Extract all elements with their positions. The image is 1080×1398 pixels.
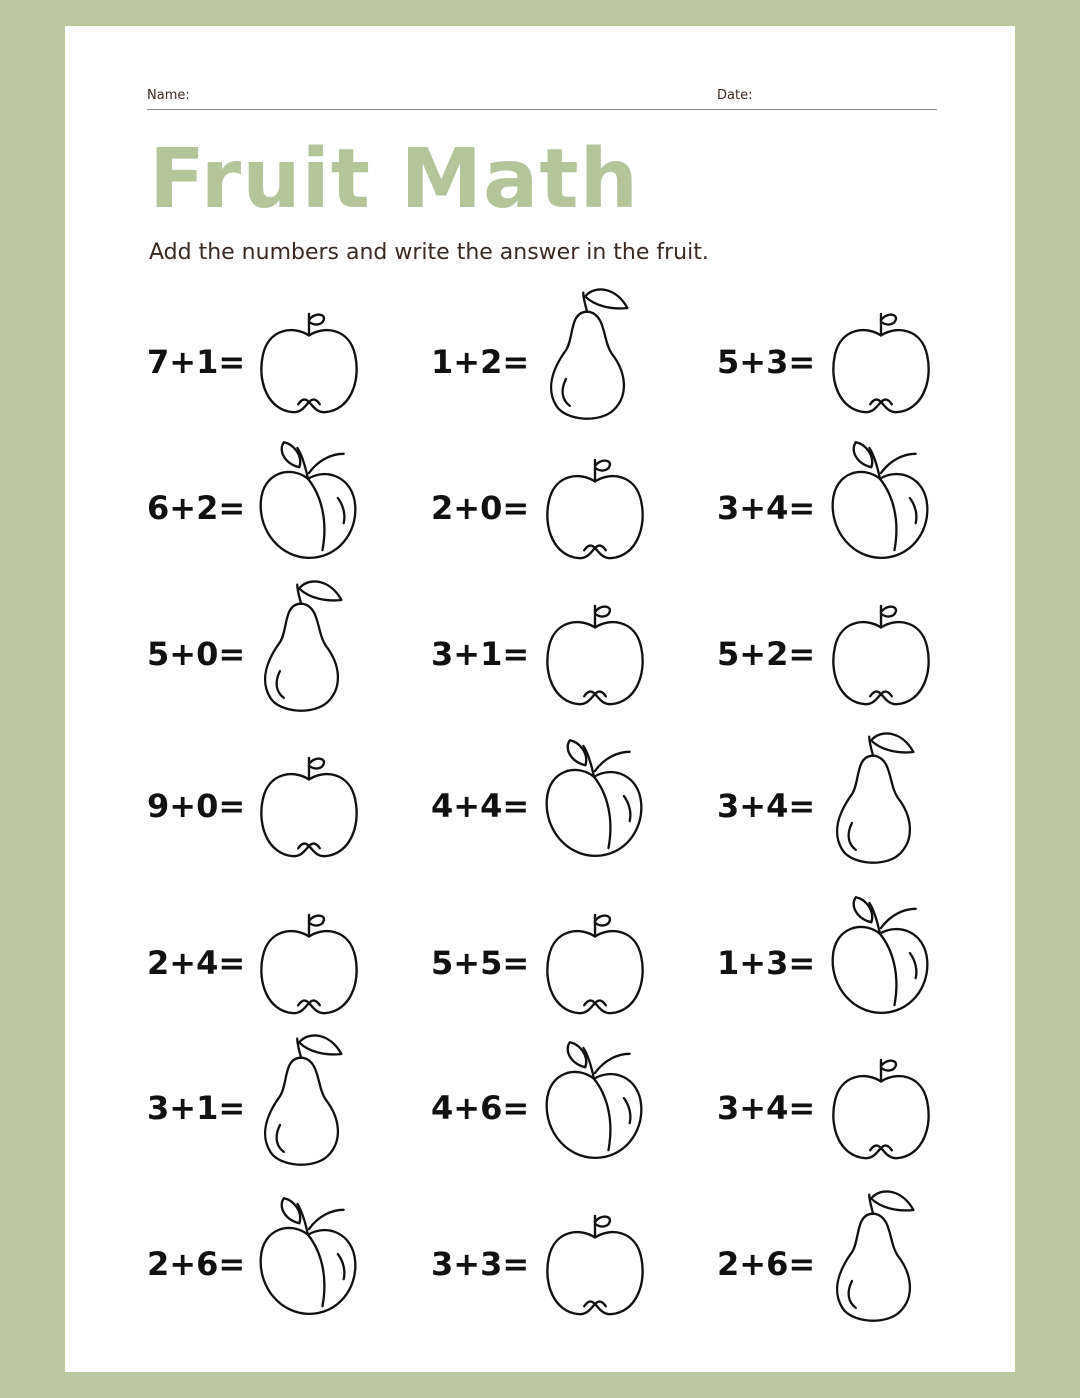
problem-equation: 2+6= xyxy=(147,1245,246,1283)
apple-icon[interactable] xyxy=(541,600,649,710)
problem-equation: 3+4= xyxy=(717,1089,816,1127)
problem-equation: 5+2= xyxy=(717,635,816,673)
page-title: Fruit Math xyxy=(149,132,639,227)
problem-equation: 2+0= xyxy=(431,489,530,527)
apple-icon[interactable] xyxy=(255,909,363,1019)
problem-equation: 6+2= xyxy=(147,489,246,527)
problem-equation: 3+3= xyxy=(431,1245,530,1283)
apple-icon[interactable] xyxy=(255,308,363,418)
pear-icon[interactable] xyxy=(827,1184,923,1330)
problem-equation: 7+1= xyxy=(147,343,246,381)
name-label: Name: xyxy=(147,88,190,103)
problem-equation: 3+4= xyxy=(717,489,816,527)
problem-equation: 9+0= xyxy=(147,787,246,825)
pear-icon[interactable] xyxy=(541,282,637,428)
peach-icon[interactable] xyxy=(541,1038,647,1164)
apple-icon[interactable] xyxy=(827,1054,935,1164)
apple-icon[interactable] xyxy=(541,454,649,564)
date-label: Date: xyxy=(717,88,753,103)
problem-equation: 2+4= xyxy=(147,944,246,982)
apple-icon[interactable] xyxy=(827,600,935,710)
instructions-text: Add the numbers and write the answer in the fruit. xyxy=(149,240,709,265)
problem-equation: 3+4= xyxy=(717,787,816,825)
problem-equation: 3+1= xyxy=(147,1089,246,1127)
apple-icon[interactable] xyxy=(541,909,649,1019)
pear-icon[interactable] xyxy=(827,726,923,872)
apple-icon[interactable] xyxy=(827,308,935,418)
problem-equation: 2+6= xyxy=(717,1245,816,1283)
pear-icon[interactable] xyxy=(255,1028,351,1174)
problem-equation: 4+6= xyxy=(431,1089,530,1127)
apple-icon[interactable] xyxy=(541,1210,649,1320)
name-date-line xyxy=(147,109,937,110)
peach-icon[interactable] xyxy=(255,1194,361,1320)
problem-equation: 1+2= xyxy=(431,343,530,381)
worksheet-page xyxy=(65,26,1015,1372)
peach-icon[interactable] xyxy=(541,736,647,862)
problem-equation: 1+3= xyxy=(717,944,816,982)
problem-equation: 3+1= xyxy=(431,635,530,673)
problem-equation: 5+3= xyxy=(717,343,816,381)
problem-equation: 5+5= xyxy=(431,944,530,982)
pear-icon[interactable] xyxy=(255,574,351,720)
peach-icon[interactable] xyxy=(827,893,933,1019)
apple-icon[interactable] xyxy=(255,752,363,862)
problem-equation: 4+4= xyxy=(431,787,530,825)
peach-icon[interactable] xyxy=(827,438,933,564)
peach-icon[interactable] xyxy=(255,438,361,564)
problem-equation: 5+0= xyxy=(147,635,246,673)
